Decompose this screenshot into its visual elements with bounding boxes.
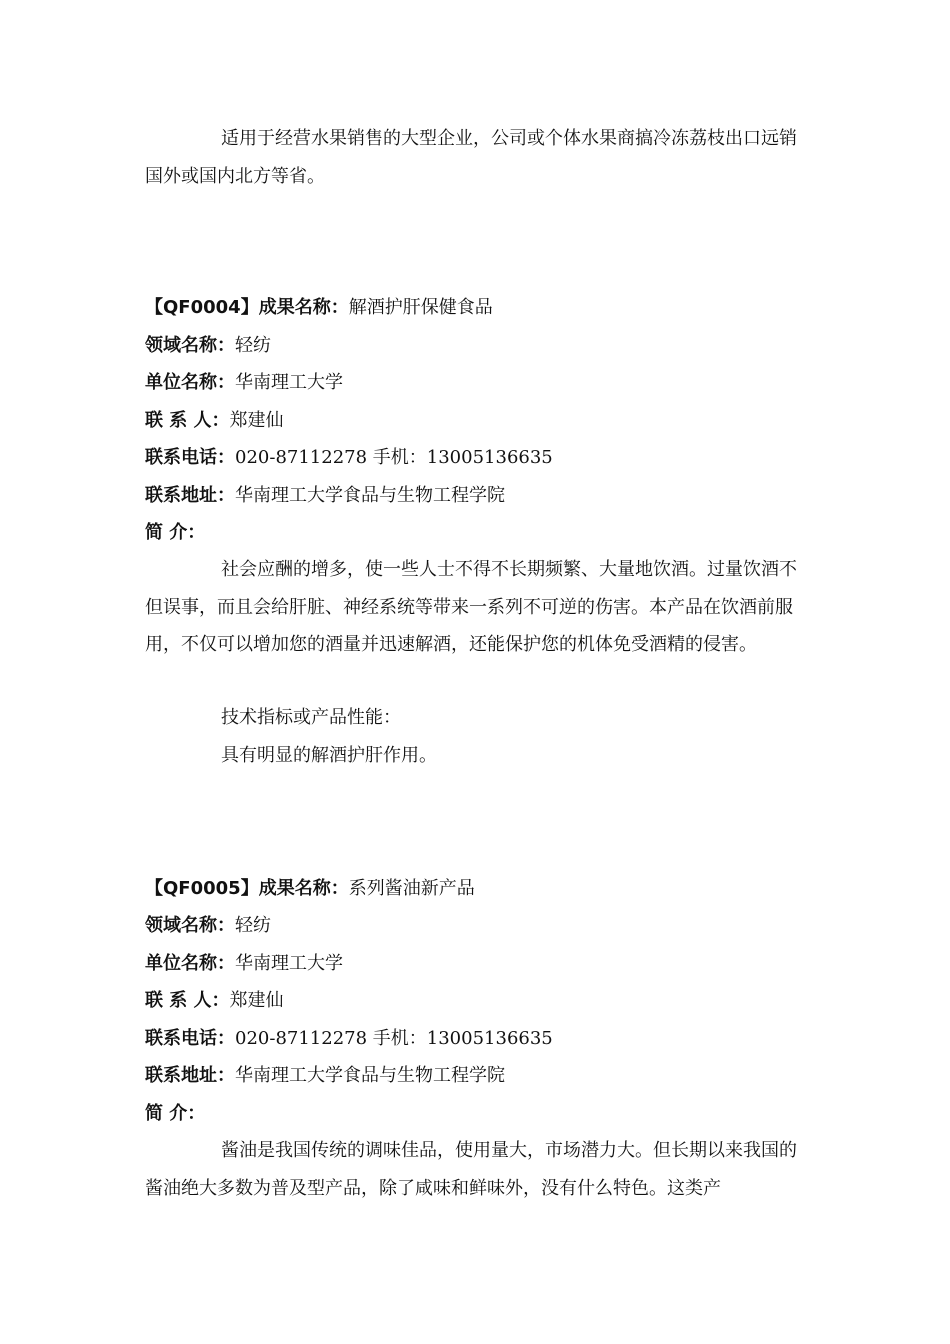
phone-value: 020-87112278 手机：13005136635: [235, 447, 553, 468]
entry-name: 系列酱油新产品: [348, 878, 475, 899]
field-row: [145, 914, 271, 938]
intro-paragraph: 适用于经营水果销售的大型企业，公司或个体水果商搞冷冻荔枝出口远销国外或国内北方等省。: [145, 128, 797, 187]
contact-row: [145, 409, 284, 433]
address-label: 联系地址：: [145, 1065, 235, 1086]
intro-label-row: [145, 521, 205, 545]
address-row: [145, 484, 505, 508]
field-label: 领域名称：: [145, 915, 235, 936]
intro-label: 简 介：: [145, 1103, 206, 1124]
intro-label-row: [145, 1102, 205, 1126]
phone-row: [145, 446, 553, 470]
phone-label: 联系电话：: [145, 447, 235, 468]
field-value: 轻纺: [235, 335, 271, 356]
spec-text: 具有明显的解酒护肝作用。: [221, 745, 437, 766]
unit-value: 华南理工大学: [235, 372, 343, 393]
entry-title: [145, 877, 475, 901]
phone-value: 020-87112278 手机：13005136635: [235, 1028, 553, 1049]
field-label: 领域名称：: [145, 335, 235, 356]
entry-title: [145, 296, 493, 320]
contact-value: 郑建仙: [229, 990, 284, 1011]
entry-code: 【QF0004】: [145, 297, 259, 318]
name-label: 成果名称：: [258, 878, 349, 899]
contact-label: 联 系 人：: [145, 410, 230, 431]
contact-row: [145, 989, 284, 1013]
name-label: 成果名称：: [258, 297, 349, 318]
entry-description: 酱油是我国传统的调味佳品，使用量大，市场潜力大。但长期以来我国的酱油绝大多数为普及型产品，除了咸味和鲜味外，没有什么特色。这类产: [145, 1140, 797, 1199]
entry-name: 解酒护肝保健食品: [348, 297, 493, 318]
phone-row: [145, 1027, 553, 1051]
unit-label: 单位名称：: [145, 953, 235, 974]
address-value: 华南理工大学食品与生物工程学院: [235, 1065, 505, 1086]
field-value: 轻纺: [235, 915, 271, 936]
address-row: [145, 1064, 505, 1088]
intro-label: 简 介：: [145, 522, 206, 543]
entry-code: 【QF0005】: [145, 878, 259, 899]
phone-label: 联系电话：: [145, 1028, 235, 1049]
spec-heading: 技术指标或产品性能：: [221, 707, 401, 728]
address-value: 华南理工大学食品与生物工程学院: [235, 485, 505, 506]
unit-row: [145, 952, 343, 976]
field-row: [145, 334, 271, 358]
contact-value: 郑建仙: [229, 410, 284, 431]
address-label: 联系地址：: [145, 485, 235, 506]
entry-description: 社会应酬的增多，使一些人士不得不长期频繁、大量地饮酒。过量饮酒不但误事，而且会给肝脏、神经系统等带来一系列不可逆的伤害。本产品在饮酒前服用，不仅可以增加您的酒量并迅速解酒，还能保护您的机体免受酒精的侵害。: [145, 559, 797, 655]
unit-value: 华南理工大学: [235, 953, 343, 974]
unit-label: 单位名称：: [145, 372, 235, 393]
contact-label: 联 系 人：: [145, 990, 230, 1011]
unit-row: [145, 371, 343, 395]
